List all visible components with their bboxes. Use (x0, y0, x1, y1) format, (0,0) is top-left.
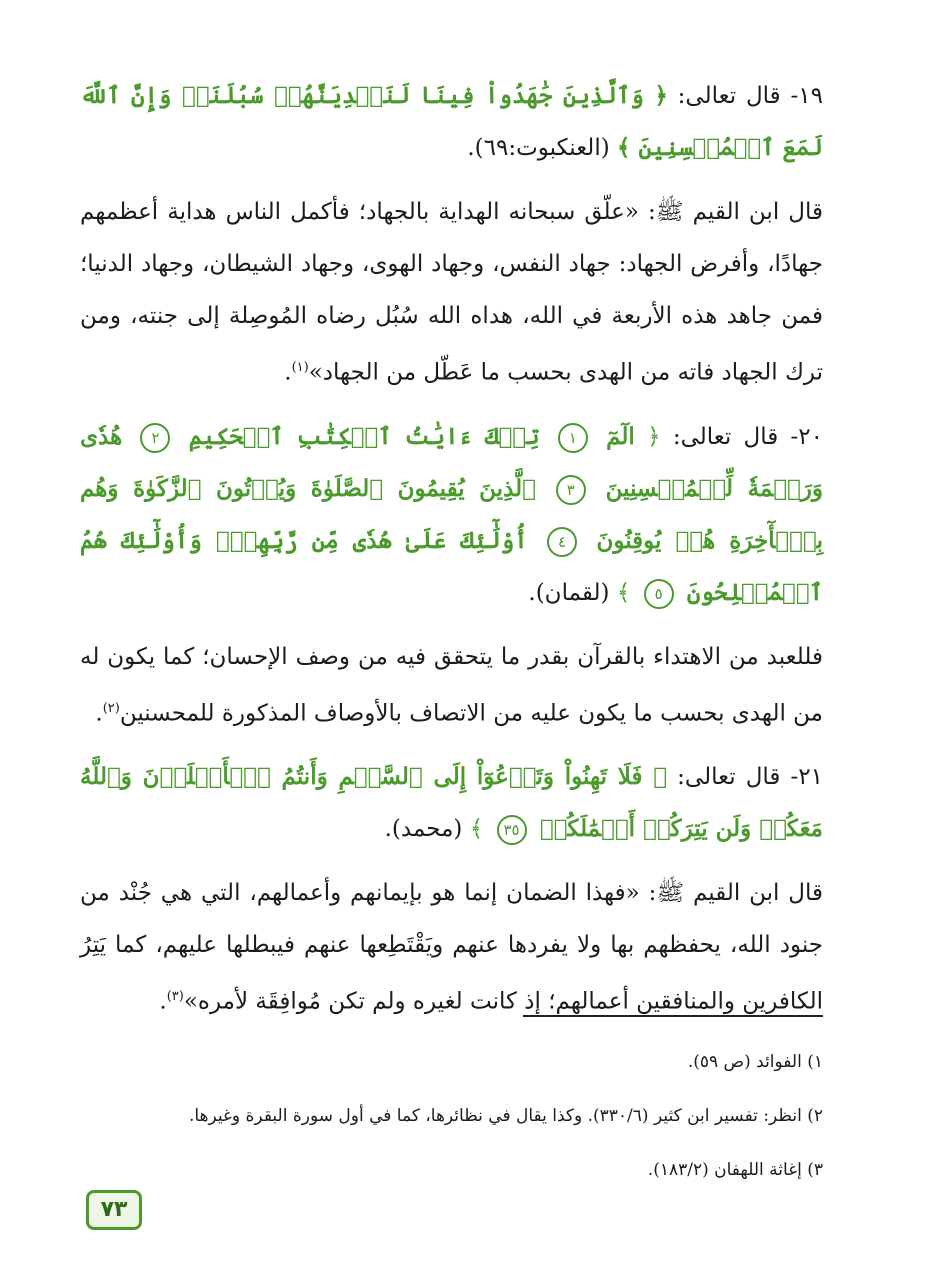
surah-reference: (محمد). (384, 816, 463, 843)
paragraph-text: قال ابن القيم ﷺ: «فهذا الضمان إنما هو بإيمانهم وأعمالهم، التي هي جُنْد من جنود الله، يحفظهم بها ولا يفردها عنهم ويَقْتَطِعها عنهم فيبطلها عليهم، كما يَتِرُ الكافرين والمنافقين أعمالهم؛ إذ كانت لغيره ولم تكن مُوافِقَة لأمره» (80, 880, 823, 1015)
footnote-marker[interactable]: (٣) (166, 989, 184, 1005)
ayah-number-marker: ٣٥ (497, 815, 527, 845)
verse-close-bracket: ﴾ (469, 816, 484, 843)
verse-lead: ١٩- قال تعالى: (677, 83, 823, 109)
verse-open-bracket: ﴿ (647, 423, 661, 450)
footnote-3: ٣) إغاثة اللهفان (١٨٣/٢). (647, 1160, 823, 1180)
footnote-2: ٢) انظر: تفسير ابن كثير (٣٣٠/٦). وكذا يقال في نظائرها، كما في أول سورة البقرة وغيرها. (188, 1106, 823, 1126)
ayah-number-marker: ٥ (644, 579, 674, 609)
quran-verse: ﴿ فَلَا تَهِنُواْ وَتَدۡعُوٓاْ إِلَى ٱلسَّلۡمِ وَأَنتُمُ ٱلۡأَعۡلَوۡنَ وَٱللَّهُ مَعَكُمۡ وَلَن يَتِرَكُمۡ أَعۡمَٰلَكُمۡ (80, 763, 823, 843)
quran-verse-part: ٱلَّذِينَ يُقِيمُونَ ٱلصَّلَوٰةَ وَيُؤۡتُونَ ٱلزَّكَوٰةَ وَهُم بِٱلۡأٓخِرَةِ هُمۡ يُوقِنُونَ (80, 474, 824, 554)
paragraph-end: . (95, 700, 103, 727)
paragraph-end: . (159, 988, 167, 1015)
paragraph-text: قال ابن القيم ﷺ: «علّق سبحانه الهداية بالجهاد؛ فأكمل الناس هداية أعظمهم جهادًا، وأفرض الجهاد: جهاد النفس، وجهاد الهوى، وجهاد الشيطان، وجهاد الدنيا؛ فمن جاهد هذه الأربعة في الله، هداه الله سُبُل رضاه المُوصِلة إلى جنته، ومن ترك الجهاد فاته من الهدى بحسب ما عَطّل من الجهاد» (80, 199, 823, 386)
verse-lead: ٢٠- قال تعالى: (672, 423, 823, 450)
quran-verse-part: أُوْلَٰٓئِكَ عَلَىٰ هُدٗى مِّن رَّبِّهِمۡۖ وَأُوْلَٰٓئِكَ هُمُ ٱلۡمُفۡلِحُونَ (80, 526, 823, 606)
quote-paragraph-ibn-qayyim-2 (80, 867, 823, 1028)
verse-paragraph-19 (80, 70, 823, 174)
footnote-marker[interactable]: (١) (291, 360, 309, 375)
quran-verse: ﴿ وَٱلَّذِينَ جَٰهَدُواْ فِينَا لَنَهۡدِيَنَّهُمۡ سُبُلَنَاۚ وَإِنَّ ٱللَّهَ لَمَعَ ٱلۡمُحۡسِنِينَ ﴾ (80, 82, 823, 161)
ayah-number-marker: ٢ (140, 423, 170, 453)
quran-verse-part: تِلۡكَ ءَايَٰتُ ٱلۡكِتَٰبِ ٱلۡحَكِيمِ (188, 422, 540, 450)
quote-paragraph-ibn-qayyim-1 (80, 186, 823, 399)
page-number-badge: ٧٣ (86, 1190, 142, 1230)
paragraph-text: فللعبد من الاهتداء بالقرآن بقدر ما يتحقق فيه من وصف الإحسان؛ كما يكون له من الهدى بحسب ما يكون عليه من الاتصاف بالأوصاف المذكورة للمحسنين (80, 643, 823, 727)
verse-lead: ٢١- قال تعالى: (677, 764, 823, 791)
paragraph-end: . (284, 359, 292, 386)
verse-paragraph-20 (80, 411, 823, 619)
ayah-number-marker: ٤ (547, 527, 577, 557)
quran-verse-part: الٓمٓ (606, 422, 635, 450)
quran-verse-part: هُدٗى وَرَحۡمَةٗ لِّلۡمُحۡسِنِينَ (80, 422, 824, 502)
verse-close-bracket: ﴾ (616, 579, 631, 606)
ayah-number-marker: ٣ (556, 475, 586, 505)
footnote-marker[interactable]: (٢) (102, 700, 120, 716)
footnote-1: ١) الفوائد (ص ٥٩). (687, 1052, 823, 1072)
footnotes (80, 1035, 823, 1197)
footnote-divider (523, 1015, 823, 1017)
commentary-paragraph (80, 631, 823, 740)
surah-reference: (لقمان). (528, 579, 610, 606)
ayah-number-marker: ١ (558, 423, 588, 453)
page-body (80, 70, 823, 1040)
verse-paragraph-21 (80, 751, 823, 855)
surah-reference: (العنكبوت:٦٩). (467, 135, 610, 161)
